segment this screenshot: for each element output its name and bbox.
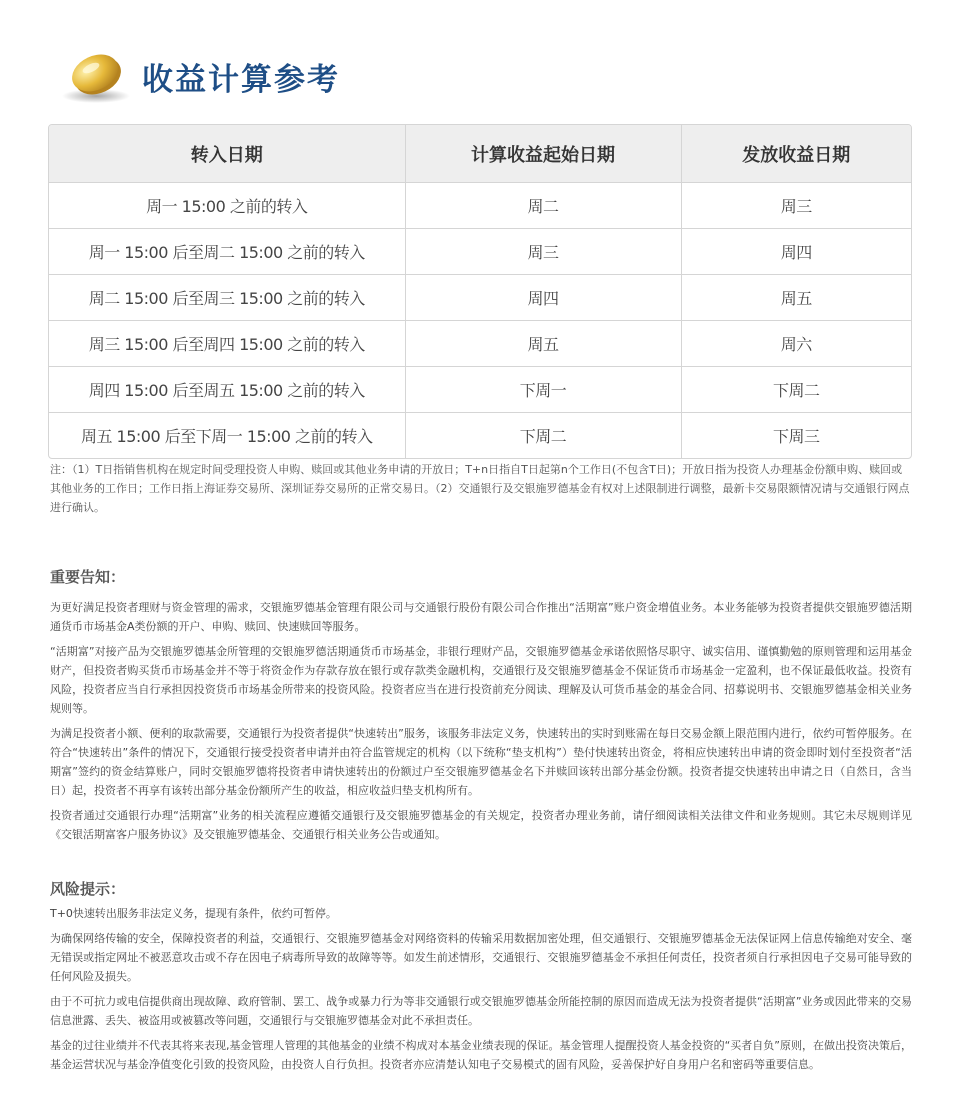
important-notice-body — [50, 598, 912, 850]
table-row — [49, 367, 911, 413]
table-header-row — [49, 125, 911, 183]
notice-paragraph: 投资者通过交通银行办理“活期富”业务的相关流程应遵循交通银行及交银施罗德基金的有关规定，投资者办理业务前，请仔细阅读相关法律文件和业务规则。其它未尽规则详见《交银活期富客户服务协议》及交银施罗德基金、交通银行相关业务公告或通知。 — [50, 809, 912, 841]
table-cell: 周五 15:00 后至下周一 15:00 之前的转入 — [49, 413, 405, 459]
risk-paragraph: T+0快速转出服务非法定义务，提现有条件，依约可暂停。 — [50, 907, 337, 920]
table-cell: 周五 — [405, 321, 681, 367]
column-header: 发放收益日期 — [681, 125, 911, 183]
table-cell: 周一 15:00 后至周二 15:00 之前的转入 — [49, 229, 405, 275]
table-cell: 周三 15:00 后至周四 15:00 之前的转入 — [49, 321, 405, 367]
risk-paragraph: 由于不可抗力或电信提供商出现故障、政府管制、罢工、战争或暴力行为等非交通银行或交银施罗德基金所能控制的原因而造成无法为投资者提供“活期富”业务或因此带来的交易信息泄露、丢失、被盗用或被篡改等问题，交通银行与交银施罗德基金对此不承担责任。 — [50, 995, 912, 1027]
risk-warning-heading: 风险提示： — [50, 880, 126, 898]
table-cell: 周二 — [405, 183, 681, 229]
table-cell: 周四 15:00 后至周五 15:00 之前的转入 — [49, 367, 405, 413]
column-header: 转入日期 — [49, 125, 405, 183]
table-row — [49, 275, 911, 321]
income-schedule-table — [48, 124, 912, 459]
table-cell: 周二 15:00 后至周三 15:00 之前的转入 — [49, 275, 405, 321]
notice-paragraph: 为满足投资者小额、便利的取款需要，交通银行为投资者提供“快速转出”服务，该服务非法定义务，快速转出的实时到账需在每日交易金额上限范围内进行，依约可暂停服务。在符合“快速转出”条件的情况下，交通银行接受投资者申请并由符合监管规定的机构（以下统称“垫支机构”）垫付快速转出资金，将相应快速转出申请的资金即时划付至投资者“活期富”签约的资金结算账户，同时交银施罗德将投资者申请快速转出的份额过户至交银施罗德基金名下并赎回该转出部分基金份额。投资者提交快速转出申请之日（自然日，含当日）起，投资者不再享有该转出部分基金份额所产生的收益，相应收益归垫支机构所有。 — [50, 727, 912, 797]
table-cell: 周一 15:00 之前的转入 — [49, 183, 405, 229]
gold-coin-icon — [58, 46, 134, 106]
table-row — [49, 183, 911, 229]
table-row — [49, 229, 911, 275]
table-row — [49, 413, 911, 459]
risk-warning-body — [50, 904, 912, 1080]
table-cell: 周四 — [405, 275, 681, 321]
page-title: 收益计算参考 — [142, 61, 340, 98]
risk-paragraph: 为确保网络传输的安全，保障投资者的利益，交通银行、交银施罗德基金对网络资料的传输采用数据加密处理，但交通银行、交银施罗德基金无法保证网上信息传输绝对安全、毫无错误或指定网址不被恶意攻击或不存在因电子病毒所导致的故障等等。如发生前述情形，交通银行、交银施罗德基金不承担任何责任，投资者须自行承担因电子交易可能导致的任何风险及损失。 — [50, 932, 912, 983]
table-cell: 周六 — [681, 321, 911, 367]
table-cell: 下周三 — [681, 413, 911, 459]
column-header: 计算收益起始日期 — [405, 125, 681, 183]
table-cell: 周三 — [405, 229, 681, 275]
table-footnote: 注：（1）T日指销售机构在规定时间受理投资人申购、赎回或其他业务申请的开放日；T+n日指自T日起第n个工作日(不包含T日)；开放日指为投资人办理基金份额申购、赎回或其他业务的工作日；工作日指上海证券交易所、深圳证券交易所的正常交易日。（2）交通银行及交银施罗德基金有权对上述限制进行调整，最新卡交易限额情况请与交通银行网点进行确认。 — [50, 463, 910, 514]
table-cell: 周三 — [681, 183, 911, 229]
notice-paragraph: 为更好满足投资者理财与资金管理的需求，交银施罗德基金管理有限公司与交通银行股份有限公司合作推出“活期富”账户资金增值业务。本业务能够为投资者提供交银施罗德活期通货币市场基金A类份额的开户、申购、赎回、快速赎回等服务。 — [50, 601, 912, 633]
table-cell: 周五 — [681, 275, 911, 321]
notice-paragraph: “活期富”对接产品为交银施罗德基金所管理的交银施罗德活期通货币市场基金，非银行理财产品，交银施罗德基金承诺依照恪尽职守、诚实信用、谨慎勤勉的原则管理和运用基金财产，但投资者购买货币市场基金并不等于将资金作为存款存放在银行或存款类金融机构，交通银行及交银施罗德基金不保证货币市场基金一定盈利，也不保证最低收益。投资有风险，投资者应当自行承担因投资货币市场基金所带来的投资风险。投资者应当在进行投资前充分阅读、理解及认可货币基金的基金合同、招募说明书、交银施罗德基金相关业务规则等。 — [50, 645, 912, 715]
table-cell: 下周二 — [681, 367, 911, 413]
table-cell: 下周二 — [405, 413, 681, 459]
important-notice-heading: 重要告知： — [50, 568, 126, 586]
table-cell: 周四 — [681, 229, 911, 275]
table-row — [49, 321, 911, 367]
risk-paragraph: 基金的过往业绩并不代表其将来表现,基金管理人管理的其他基金的业绩不构成对本基金业绩表现的保证。基金管理人提醒投资人基金投资的“买者自负”原则，在做出投资决策后，基金运营状况与基金净值变化引致的投资风险，由投资人自行负担。投资者亦应清楚认知电子交易模式的固有风险，妥善保护好自身用户名和密码等重要信息。 — [50, 1039, 912, 1071]
table-cell: 下周一 — [405, 367, 681, 413]
page-header — [58, 46, 340, 106]
